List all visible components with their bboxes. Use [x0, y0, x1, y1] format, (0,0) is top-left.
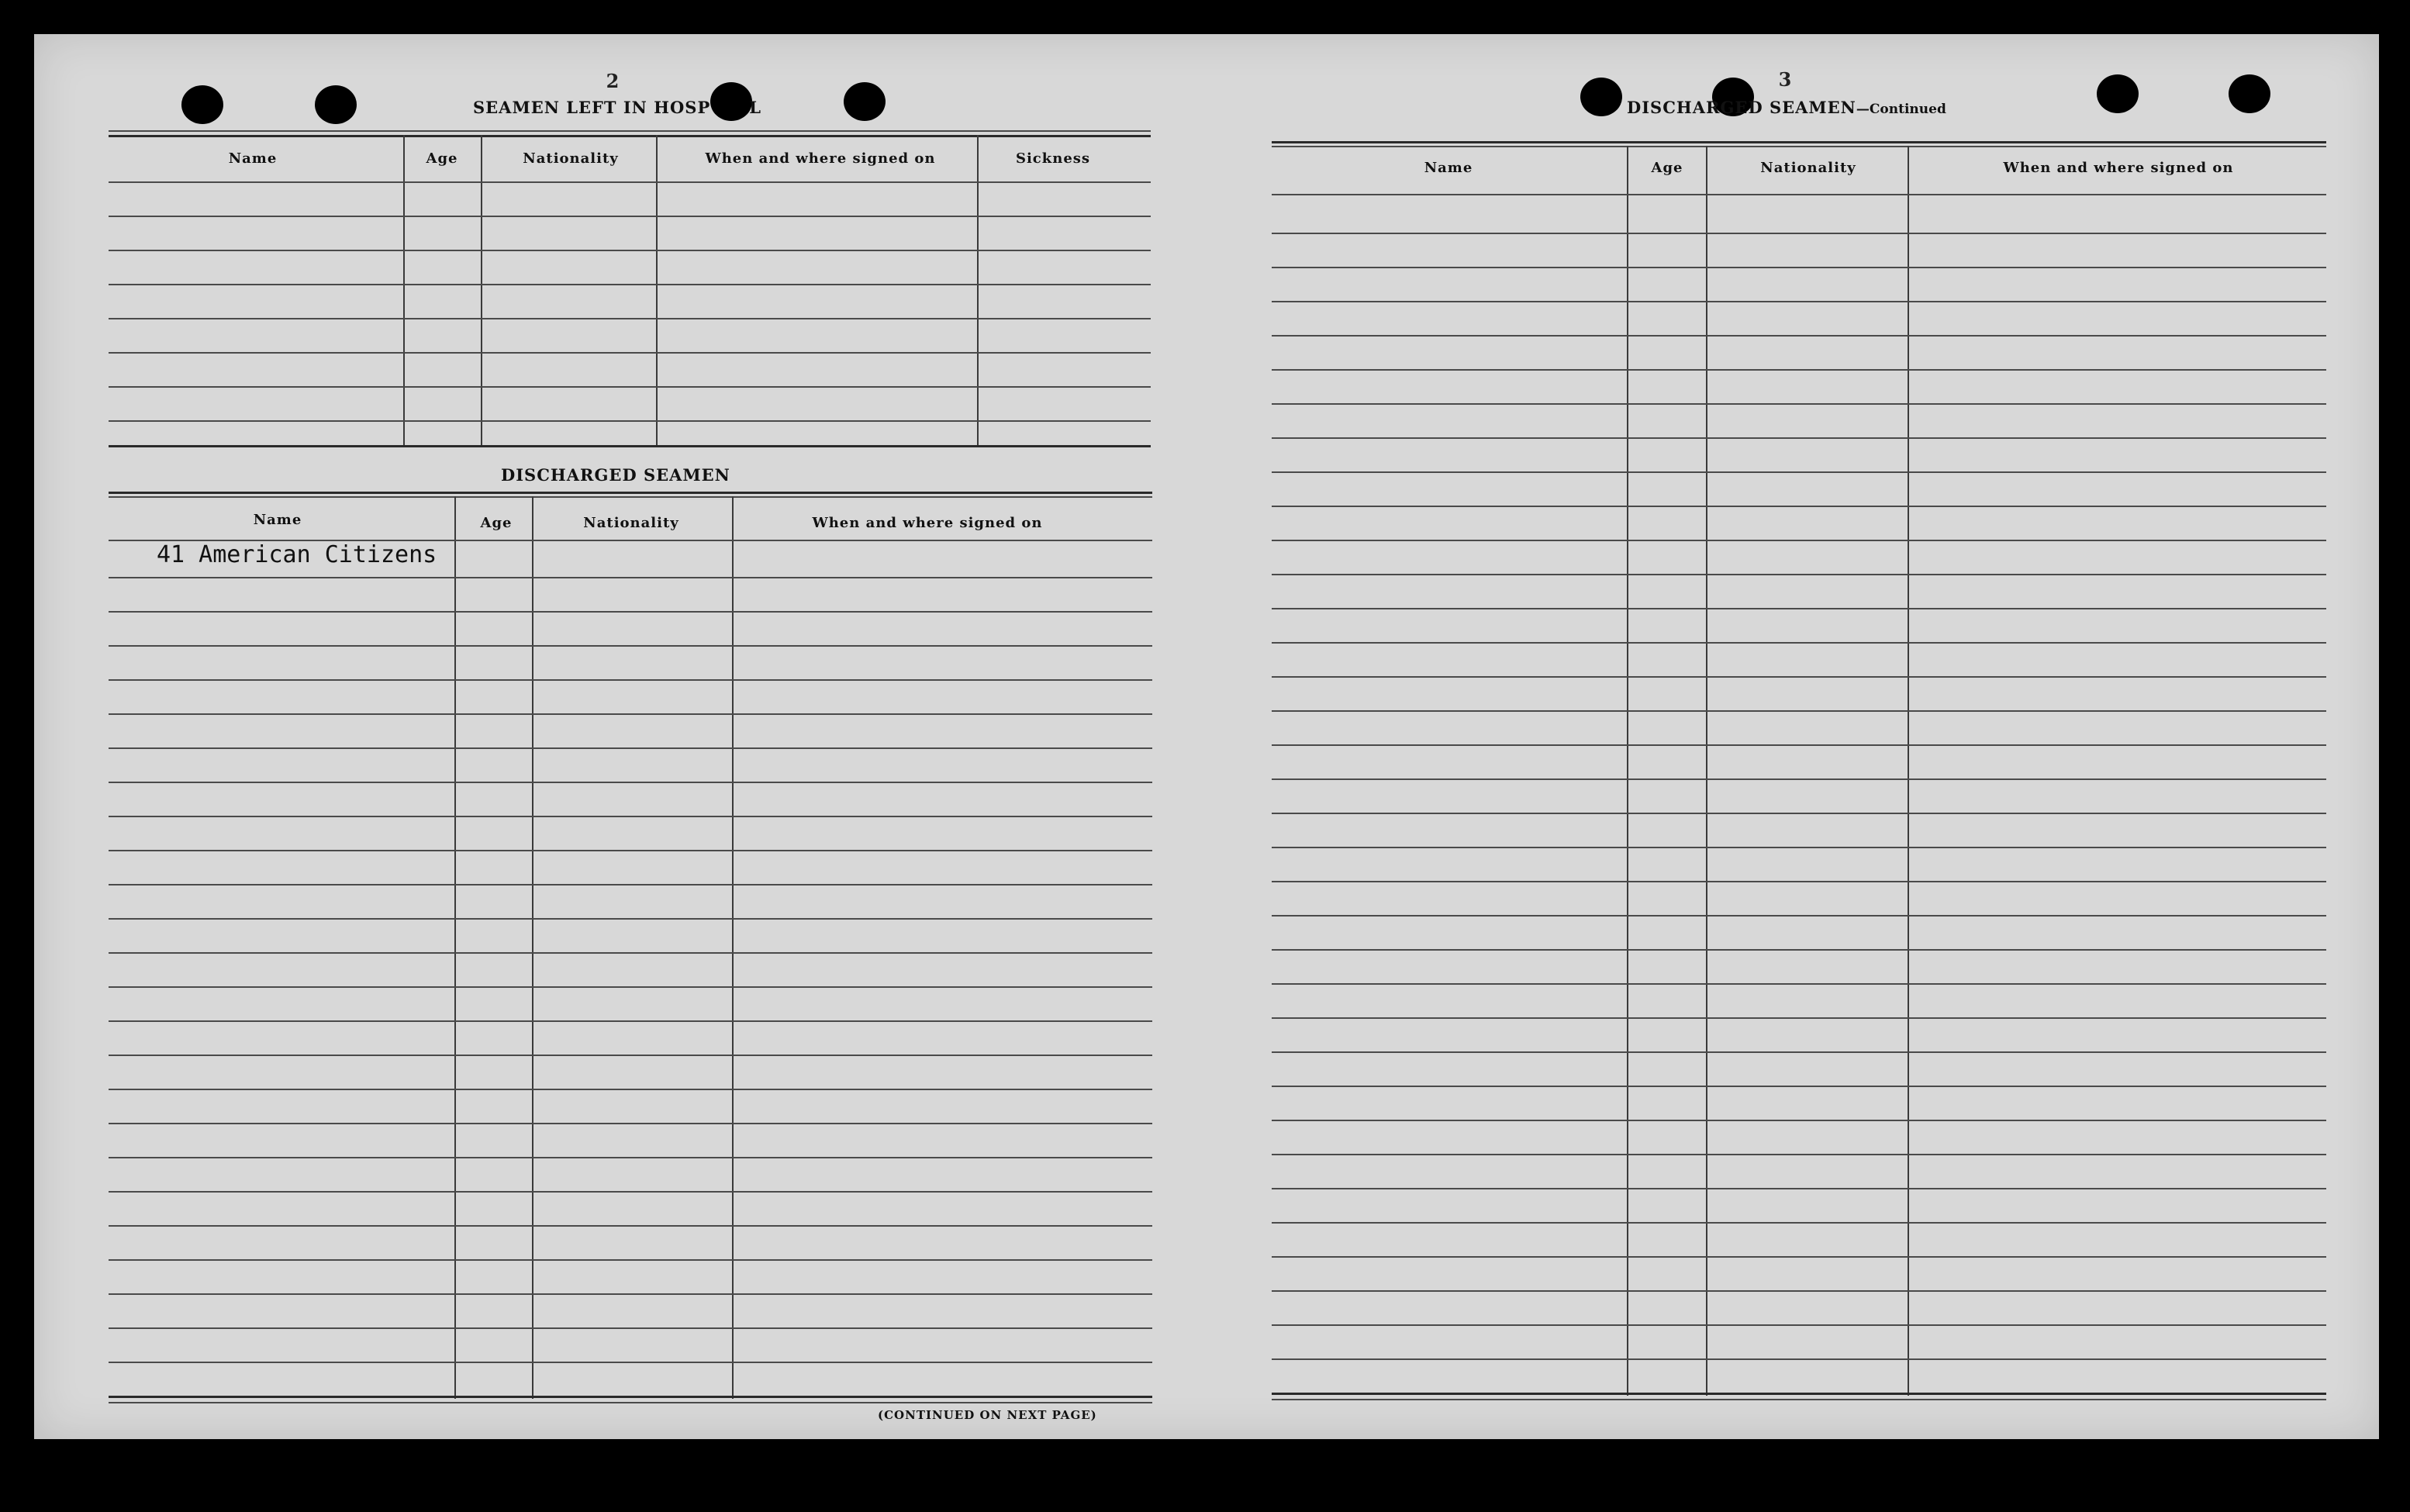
rule-line [109, 318, 1151, 319]
discharged-col-age: Age [480, 515, 513, 531]
page-number: 2 [606, 70, 620, 92]
rule-line [109, 386, 1151, 388]
column-divider [1627, 146, 1628, 1396]
rule-line [1272, 608, 2326, 609]
rule-line [1272, 1399, 2326, 1400]
rule-line [1272, 1086, 2326, 1087]
rule-line [109, 918, 1152, 920]
rule-line [1272, 267, 2326, 268]
rule-line [109, 181, 1151, 183]
rule-line [1272, 1017, 2326, 1019]
rule-line [1272, 1120, 2326, 1121]
rule-line [109, 496, 1152, 498]
rule-line [109, 782, 1152, 783]
rule-line [109, 1396, 1152, 1398]
rule-line [1272, 881, 2326, 882]
hospital-col-signed-on: When and where signed on [705, 150, 936, 167]
rule-line [109, 216, 1151, 217]
rule-line [109, 1089, 1152, 1090]
rule-line [109, 611, 1152, 613]
rule-line [109, 1123, 1152, 1124]
rule-line [1272, 233, 2326, 234]
rule-line [109, 679, 1152, 681]
rule-line [1272, 847, 2326, 848]
continued-footer: (CONTINUED ON NEXT PAGE) [878, 1408, 1097, 1422]
rule-line [109, 1293, 1152, 1295]
rule-line [1272, 437, 2326, 439]
rule-line [109, 284, 1151, 285]
rule-line [1272, 1051, 2326, 1053]
rule-line [109, 130, 1151, 132]
rule-line [1272, 1358, 2326, 1360]
rule-line [1272, 574, 2326, 575]
punch-hole [1580, 78, 1622, 116]
rule-line [1272, 1393, 2326, 1395]
discharged-section-title: DISCHARGED SEAMEN [501, 465, 730, 485]
hospital-title-text: SEAMEN LEFT IN HOSP [473, 98, 711, 117]
continued-title-suffix: —Continued [1856, 102, 1946, 117]
punch-hole [2229, 74, 2270, 113]
continued-col-age: Age [1651, 160, 1683, 176]
hospital-col-nationality: Nationality [523, 150, 619, 167]
rule-line [1272, 813, 2326, 814]
rule-line [1272, 1222, 2326, 1224]
column-divider [532, 496, 533, 1399]
document-sheet [34, 34, 2379, 1439]
rule-line [109, 1402, 1152, 1403]
rule-line [1272, 983, 2326, 985]
hospital-section-title [473, 98, 761, 117]
rule-line [1272, 540, 2326, 541]
punch-hole [181, 85, 223, 124]
rule-line [109, 1020, 1152, 1022]
rule-line [109, 1327, 1152, 1329]
rule-line [1272, 676, 2326, 678]
punch-hole [844, 82, 886, 121]
rule-line [109, 1055, 1152, 1056]
rule-line [1272, 335, 2326, 337]
rule-line [109, 884, 1152, 885]
hospital-col-sickness: Sickness [1015, 150, 1091, 167]
column-divider [454, 496, 456, 1399]
rule-line [109, 713, 1152, 715]
rule-line [1272, 506, 2326, 507]
rule-line [1272, 744, 2326, 746]
rule-line [1272, 710, 2326, 712]
discharged-col-signed-on: When and where signed on [812, 515, 1043, 531]
rule-line [109, 1259, 1152, 1261]
rule-line [109, 540, 1152, 541]
rule-line [109, 492, 1152, 494]
rule-line [109, 445, 1151, 447]
column-divider [1706, 146, 1707, 1396]
rule-line [109, 135, 1151, 137]
rule-line [1272, 141, 2326, 143]
continued-col-nationality: Nationality [1760, 160, 1856, 176]
punch-hole [2097, 74, 2139, 113]
rule-line [109, 816, 1152, 817]
rule-line [1272, 471, 2326, 473]
rule-line [109, 986, 1152, 988]
discharged-col-name: Name [253, 512, 302, 528]
rule-line [1272, 146, 2326, 147]
rule-line [1272, 301, 2326, 302]
rule-line [109, 1362, 1152, 1363]
discharged-continued-title [1627, 98, 1946, 117]
rule-line [109, 1157, 1152, 1158]
rule-line [109, 747, 1152, 749]
column-divider [732, 496, 734, 1399]
discharged-col-nationality: Nationality [583, 515, 679, 531]
rule-line [1272, 1188, 2326, 1189]
rule-line [109, 1191, 1152, 1193]
continued-col-name: Name [1424, 160, 1473, 176]
rule-line [1272, 949, 2326, 951]
continued-col-signed-on: When and where signed on [2003, 160, 2234, 176]
rule-line [1272, 194, 2326, 195]
rule-line [1272, 778, 2326, 780]
hospital-title-tail: L [749, 98, 762, 117]
rule-line [109, 850, 1152, 851]
rule-line [1272, 1290, 2326, 1292]
rule-line [109, 577, 1152, 578]
rule-line [109, 250, 1151, 251]
rule-line [109, 1225, 1152, 1227]
rule-line [1272, 642, 2326, 644]
rule-line [109, 645, 1152, 647]
rule-line [1272, 1324, 2326, 1326]
rule-line [1272, 403, 2326, 405]
rule-line [1272, 369, 2326, 371]
continued-title-text: DISCHARGED SEAMEN [1627, 98, 1856, 117]
rule-line [109, 352, 1151, 354]
page-number: 3 [1778, 68, 1792, 91]
typed-entry-name: 41 American Citizens [157, 541, 437, 568]
rule-line [109, 420, 1151, 422]
rule-line [1272, 1256, 2326, 1258]
punch-hole [315, 85, 357, 124]
rule-line [109, 952, 1152, 954]
rule-line [1272, 1154, 2326, 1155]
hospital-col-name: Name [228, 150, 278, 167]
rule-line [1272, 915, 2326, 917]
column-divider [1908, 146, 1909, 1396]
hospital-col-age: Age [426, 150, 458, 167]
